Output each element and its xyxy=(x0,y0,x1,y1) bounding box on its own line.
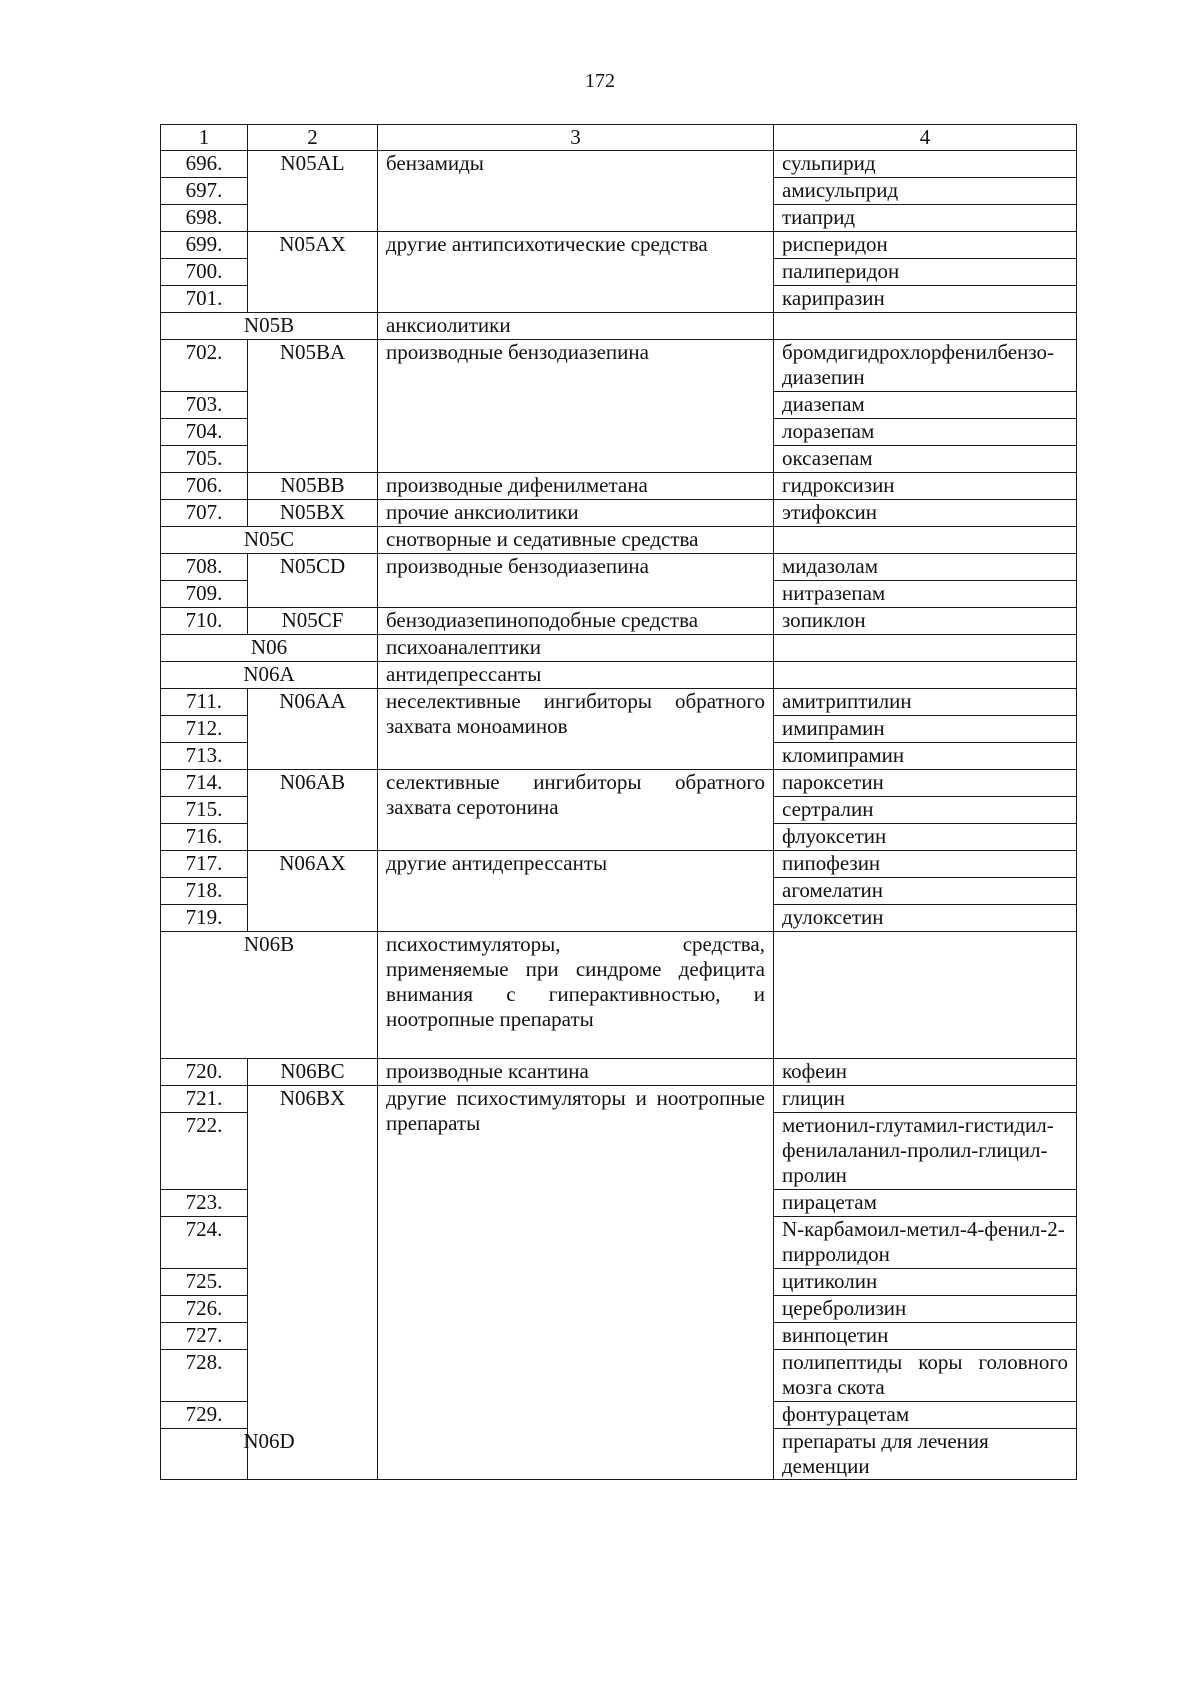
drug-name: карипразин xyxy=(774,286,1077,313)
atc-code: N06BC xyxy=(248,1059,378,1086)
class-description: другие антидепрессанты xyxy=(378,851,774,932)
group-description: снотворные и седативные средства xyxy=(378,527,774,554)
drug-name: кофеин xyxy=(774,1059,1077,1086)
row-number: 702. xyxy=(161,340,248,392)
drug-name: полипептиды коры головного мозга скота xyxy=(774,1350,1077,1402)
drug-name: этифоксин xyxy=(774,500,1077,527)
atc-code: N05BX xyxy=(248,500,378,527)
row-number: 720. xyxy=(161,1059,248,1086)
row-number: 711. xyxy=(161,689,248,716)
atc-code: N05AX xyxy=(248,232,378,313)
column-header-4: 4 xyxy=(774,125,1077,151)
row-number: 710. xyxy=(161,608,248,635)
table-row xyxy=(161,151,1077,178)
row-number: 723. xyxy=(161,1190,248,1217)
row-number: 701. xyxy=(161,286,248,313)
table-row xyxy=(161,770,1077,797)
row-number: 716. xyxy=(161,824,248,851)
class-description: бензодиазепиноподобные средства xyxy=(378,608,774,635)
row-number: 703. xyxy=(161,392,248,419)
drug-name: глицин xyxy=(774,1086,1077,1113)
atc-code: N05CD xyxy=(248,554,378,608)
column-header-3: 3 xyxy=(378,125,774,151)
column-header-1: 1 xyxy=(161,125,248,151)
drug-name: фонтурацетам xyxy=(774,1402,1077,1429)
drug-name: тиаприд xyxy=(774,205,1077,232)
group-code: N06B xyxy=(161,932,378,1059)
group-code: N06D xyxy=(161,1429,378,1480)
drug-name: дулоксетин xyxy=(774,905,1077,932)
row-number: 721. xyxy=(161,1086,248,1113)
row-number: 709. xyxy=(161,581,248,608)
table-row xyxy=(161,851,1077,878)
group-row xyxy=(161,932,1077,1059)
row-number: 705. xyxy=(161,446,248,473)
drug-name: цитиколин xyxy=(774,1269,1077,1296)
table-row xyxy=(161,608,1077,635)
table-row xyxy=(161,554,1077,581)
group-description: анксиолитики xyxy=(378,313,774,340)
row-number: 718. xyxy=(161,878,248,905)
drug-name: пароксетин xyxy=(774,770,1077,797)
row-number: 713. xyxy=(161,743,248,770)
group-row xyxy=(161,527,1077,554)
drug-name: нитразепам xyxy=(774,581,1077,608)
drug-name: бромдигидрохлорфенилбензо-диазепин xyxy=(774,340,1077,392)
table-header-row xyxy=(161,125,1077,151)
drug-classification-table xyxy=(160,124,1077,1480)
row-number: 726. xyxy=(161,1296,248,1323)
row-number: 728. xyxy=(161,1350,248,1402)
drug-name: имипрамин xyxy=(774,716,1077,743)
row-number: 708. xyxy=(161,554,248,581)
table-row xyxy=(161,473,1077,500)
row-number: 722. xyxy=(161,1113,248,1190)
drug-name: церебролизин xyxy=(774,1296,1077,1323)
drug-name: зопиклон xyxy=(774,608,1077,635)
group-row xyxy=(161,313,1077,340)
class-description: производные дифенилметана xyxy=(378,473,774,500)
drug-name: метионил-глутамил-гистидил-фенилаланил-пролил-глицил-пролин xyxy=(774,1113,1077,1190)
atc-code: N06AB xyxy=(248,770,378,851)
row-number: 698. xyxy=(161,205,248,232)
row-number: 727. xyxy=(161,1323,248,1350)
row-number: 699. xyxy=(161,232,248,259)
row-number: 706. xyxy=(161,473,248,500)
class-description: производные бензодиазепина xyxy=(378,340,774,473)
drug-name: флуоксетин xyxy=(774,824,1077,851)
page-number: 172 xyxy=(585,70,615,92)
atc-code: N06BX xyxy=(248,1086,378,1480)
atc-code: N05CF xyxy=(248,608,378,635)
drug-name: палиперидон xyxy=(774,259,1077,286)
group-code: N06 xyxy=(161,635,378,662)
class-description: другие психостимуляторы и ноотропные препараты xyxy=(378,1086,774,1480)
row-number: 700. xyxy=(161,259,248,286)
drug-name: сульпирид xyxy=(774,151,1077,178)
row-number: 714. xyxy=(161,770,248,797)
group-description: препараты для лечения деменции xyxy=(774,1429,1077,1480)
class-description: производные ксантина xyxy=(378,1059,774,1086)
drug-name: сертралин xyxy=(774,797,1077,824)
drug-name: агомелатин xyxy=(774,878,1077,905)
group-row xyxy=(161,635,1077,662)
row-number: 712. xyxy=(161,716,248,743)
drug-name: мидазолам xyxy=(774,554,1077,581)
drug-name xyxy=(774,635,1077,662)
class-description: прочие анксиолитики xyxy=(378,500,774,527)
class-description: производные бензодиазепина xyxy=(378,554,774,608)
table-row xyxy=(161,232,1077,259)
drug-name: N-карбамоил-метил-4-фенил-2-пирролидон xyxy=(774,1217,1077,1269)
class-description: неселективные ингибиторы обратного захвата моноаминов xyxy=(378,689,774,770)
table-row xyxy=(161,340,1077,392)
column-header-2: 2 xyxy=(248,125,378,151)
row-number: 696. xyxy=(161,151,248,178)
row-number: 724. xyxy=(161,1217,248,1269)
row-number: 725. xyxy=(161,1269,248,1296)
table-row xyxy=(161,1059,1077,1086)
group-code: N05C xyxy=(161,527,378,554)
group-row xyxy=(161,662,1077,689)
row-number: 715. xyxy=(161,797,248,824)
atc-code: N05BA xyxy=(248,340,378,473)
class-description: другие антипсихотические средства xyxy=(378,232,774,313)
table-row xyxy=(161,1086,1077,1113)
table-row xyxy=(161,689,1077,716)
row-number: 729. xyxy=(161,1402,248,1429)
drug-name: пипофезин xyxy=(774,851,1077,878)
table-row xyxy=(161,500,1077,527)
drug-name: винпоцетин xyxy=(774,1323,1077,1350)
drug-name: кломипрамин xyxy=(774,743,1077,770)
group-description: психоаналептики xyxy=(378,635,774,662)
atc-code: N06AX xyxy=(248,851,378,932)
atc-code: N06AA xyxy=(248,689,378,770)
row-number: 707. xyxy=(161,500,248,527)
row-number: 697. xyxy=(161,178,248,205)
row-number: 704. xyxy=(161,419,248,446)
drug-name xyxy=(774,313,1077,340)
atc-code: N05AL xyxy=(248,151,378,232)
class-description: бензамиды xyxy=(378,151,774,232)
atc-code: N05BB xyxy=(248,473,378,500)
group-description: психостимуляторы, средства, применяемые при синдроме дефицита внимания с гиперактивностью, и ноотропные препараты xyxy=(378,932,774,1059)
drug-name: гидроксизин xyxy=(774,473,1077,500)
drug-name xyxy=(774,932,1077,1059)
group-code: N06A xyxy=(161,662,378,689)
drug-name: пирацетам xyxy=(774,1190,1077,1217)
drug-name: рисперидон xyxy=(774,232,1077,259)
drug-name: оксазепам xyxy=(774,446,1077,473)
drug-name: лоразепам xyxy=(774,419,1077,446)
row-number: 717. xyxy=(161,851,248,878)
drug-name xyxy=(774,527,1077,554)
drug-name xyxy=(774,662,1077,689)
drug-name: амитриптилин xyxy=(774,689,1077,716)
row-number: 719. xyxy=(161,905,248,932)
group-code: N05B xyxy=(161,313,378,340)
drug-name: диазепам xyxy=(774,392,1077,419)
group-description: антидепрессанты xyxy=(378,662,774,689)
drug-name: амисульприд xyxy=(774,178,1077,205)
class-description: селективные ингибиторы обратного захвата серотонина xyxy=(378,770,774,851)
